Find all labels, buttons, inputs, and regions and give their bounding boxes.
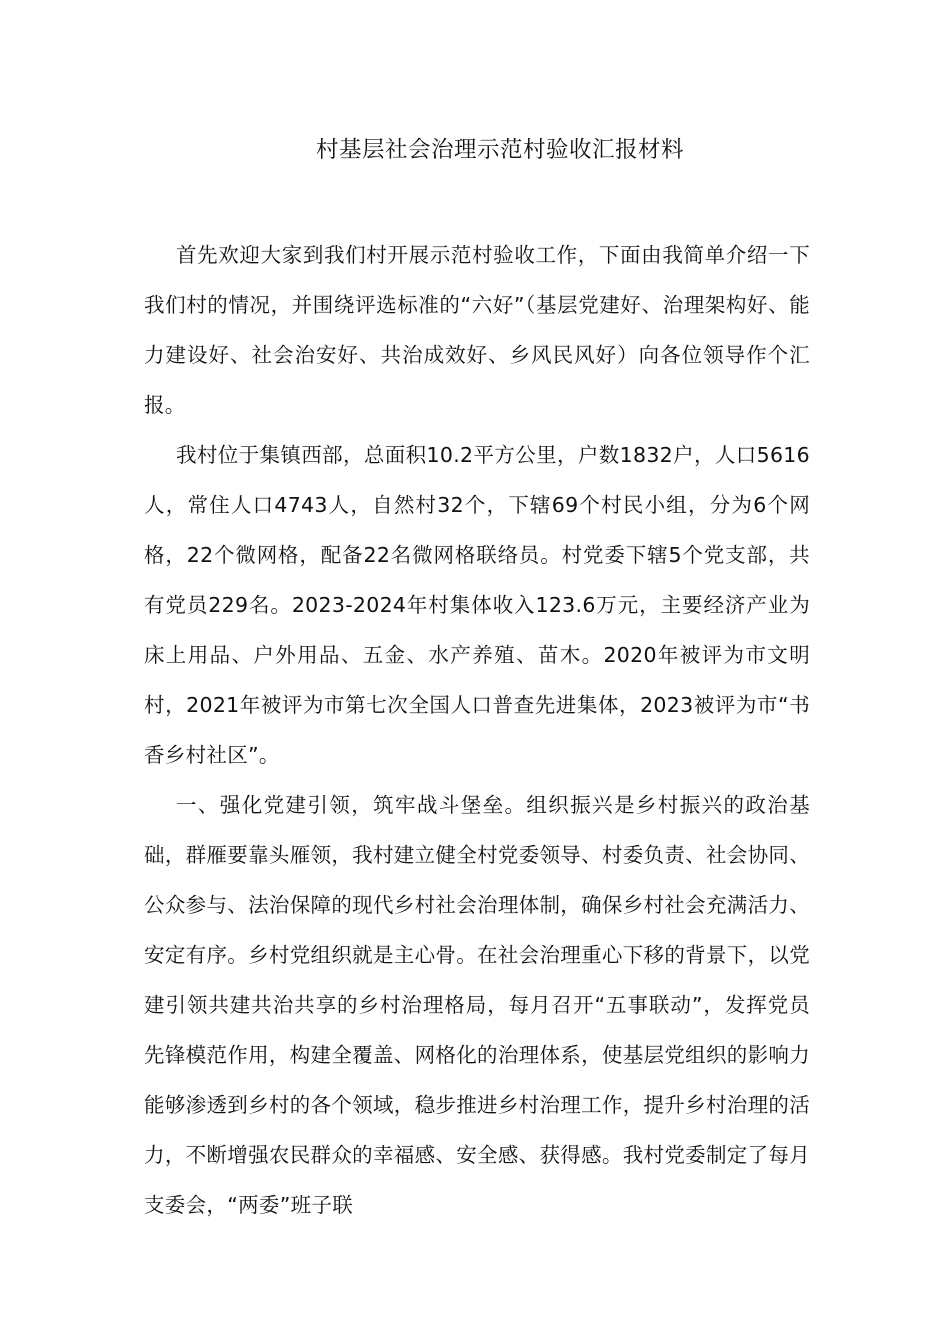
document-body [144,230,810,1230]
paragraph-party-building: 一、强化党建引领，筑牢战斗堡垒。组织振兴是乡村振兴的政治基础，群雁要靠头雁领，我村建立健全村党委领导、村委负责、社会协同、公众参与、法治保障的现代乡村社会治理体制，确保乡村社会充满活力、安定有序。乡村党组织就是主心骨。在社会治理重心下移的背景下，以党建引领共建共治共享的乡村治理格局，每月召开“五事联动”，发挥党员先锋模范作用，构建全覆盖、网格化的治理体系，使基层党组织的影响力能够渗透到乡村的各个领域，稳步推进乡村治理工作，提升乡村治理的活力，不断增强农民群众的幸福感、安全感、获得感。我村党委制定了每月支委会，“两委”班子联 [144,793,810,1217]
paragraph-village-overview: 我村位于集镇西部，总面积10.2平方公里，户数1832户，人口5616人，常住人口4743人，自然村32个，下辖69个村民小组，分为6个网格，22个微网格，配备22名微网格联络员。村党委下辖5个党支部，共有党员229名。2023-2024年村集体收入123.6万元，主要经济产业为床上用品、户外用品、五金、水产养殖、苗木。2020年被评为市文明村，2021年被评为市第七次全国人口普查先进集体，2023被评为市“书香乡村社区”。 [144,443,810,767]
document-title: 村基层社会治理示范村验收汇报材料 [315,137,684,163]
paragraph-intro: 首先欢迎大家到我们村开展示范村验收工作，下面由我简单介绍一下我们村的情况，并围绕评选标准的“六好”（基层党建好、治理架构好、能力建设好、社会治安好、共治成效好、乡风民风好）向各位领导作个汇报。 [144,243,810,417]
